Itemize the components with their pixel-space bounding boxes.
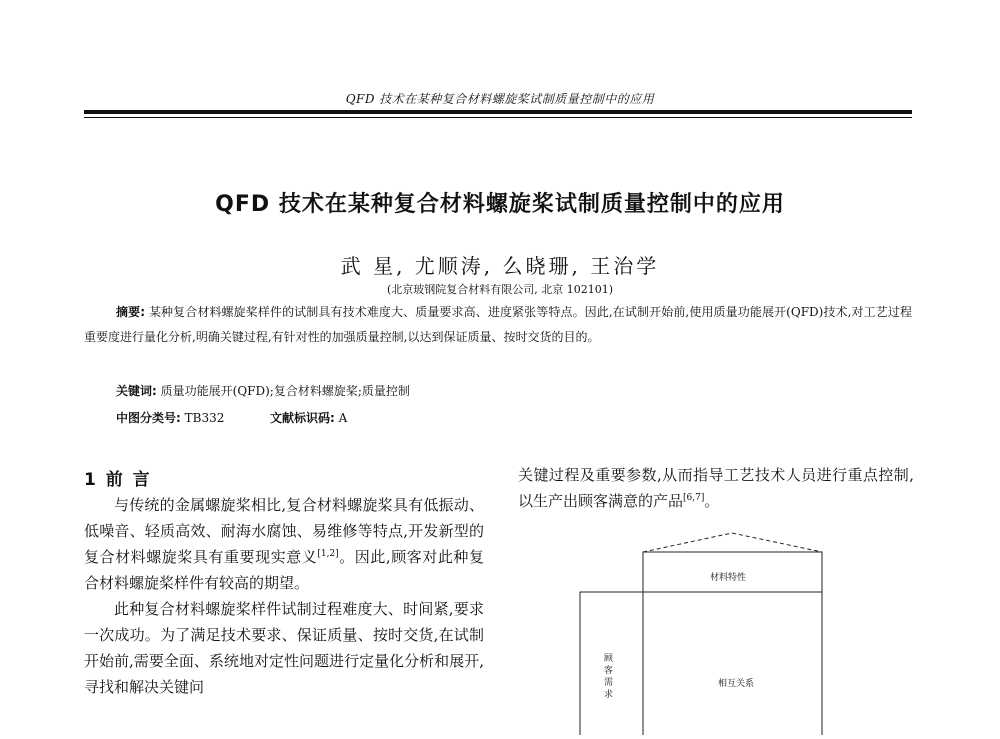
class-value: TB332 xyxy=(184,411,225,425)
class-label: 中图分类号: xyxy=(116,411,181,425)
keywords-label: 关键词: xyxy=(116,384,157,398)
paragraph-1: 与传统的金属螺旋桨相比,复合材料螺旋桨具有低振动、低噪音、轻质高效、耐海水腐蚀、易维修等特点,开发新型的复合材料螺旋桨具有重要现实意义[1,2]。因此,顾客对此种复合材料螺旋桨样件有较高的期望。 xyxy=(84,496,484,592)
qfd-house-figure xyxy=(560,530,880,735)
customer-needs-label: 顾客需求 xyxy=(604,654,614,700)
author-list: 武 星, 尤顺涛, 么晓珊, 王治学 xyxy=(340,254,660,278)
article-title: QFD 技术在某种复合材料螺旋桨试制质量控制中的应用 xyxy=(215,192,785,217)
running-header: QFD 技术在某种复合材料螺旋桨试制质量控制中的应用 xyxy=(345,92,655,106)
paragraph-2: 此种复合材料螺旋桨样件试制过程难度大、时间紧,要求一次成功。为了满足技术要求、保证质量、按时交货,在试制开始前,需要全面、系统地对定性问题进行定量化分析和展开,寻找和解决关键问 xyxy=(84,600,484,696)
classification-line xyxy=(116,409,347,426)
citation: [1,2] xyxy=(317,549,339,559)
section-heading: 1 前 言 xyxy=(84,470,152,490)
abstract-text: 某种复合材料螺旋桨样件的试制具有技术难度大、质量要求高、进度紧张等特点。因此,在试制开始前,使用质量功能展开(QFD)技术,对工艺过程重要度进行量化分析,明确关键过程,有针对性的加强质量控制,以达到保证质量、按时交货的目的。 xyxy=(84,305,912,344)
header-rule-thin xyxy=(84,117,912,118)
doc-code-label: 文献标识码: xyxy=(270,411,335,425)
keywords-text: 质量功能展开(QFD);复合材料螺旋桨;质量控制 xyxy=(160,384,410,398)
abstract-label: 摘要: xyxy=(116,305,146,319)
abstract xyxy=(84,300,912,350)
header-rule-thick xyxy=(84,110,912,114)
roof-outline xyxy=(643,533,822,552)
left-column xyxy=(84,492,484,700)
house-of-quality-diagram xyxy=(560,530,880,735)
doc-code-value: A xyxy=(338,411,348,425)
citation: [6,7] xyxy=(683,493,705,503)
right-paragraph: 关键过程及重要参数,从而指导工艺技术人员进行重点控制,以生产出顾客满意的产品[6,7]。 xyxy=(518,466,914,510)
affiliation: (北京玻钢院复合材料有限公司, 北京 102101) xyxy=(386,283,614,296)
roof-label: 材料特性 xyxy=(710,573,747,583)
right-column xyxy=(518,462,914,514)
relationship-label: 相互关系 xyxy=(718,679,755,689)
keywords xyxy=(116,382,410,399)
